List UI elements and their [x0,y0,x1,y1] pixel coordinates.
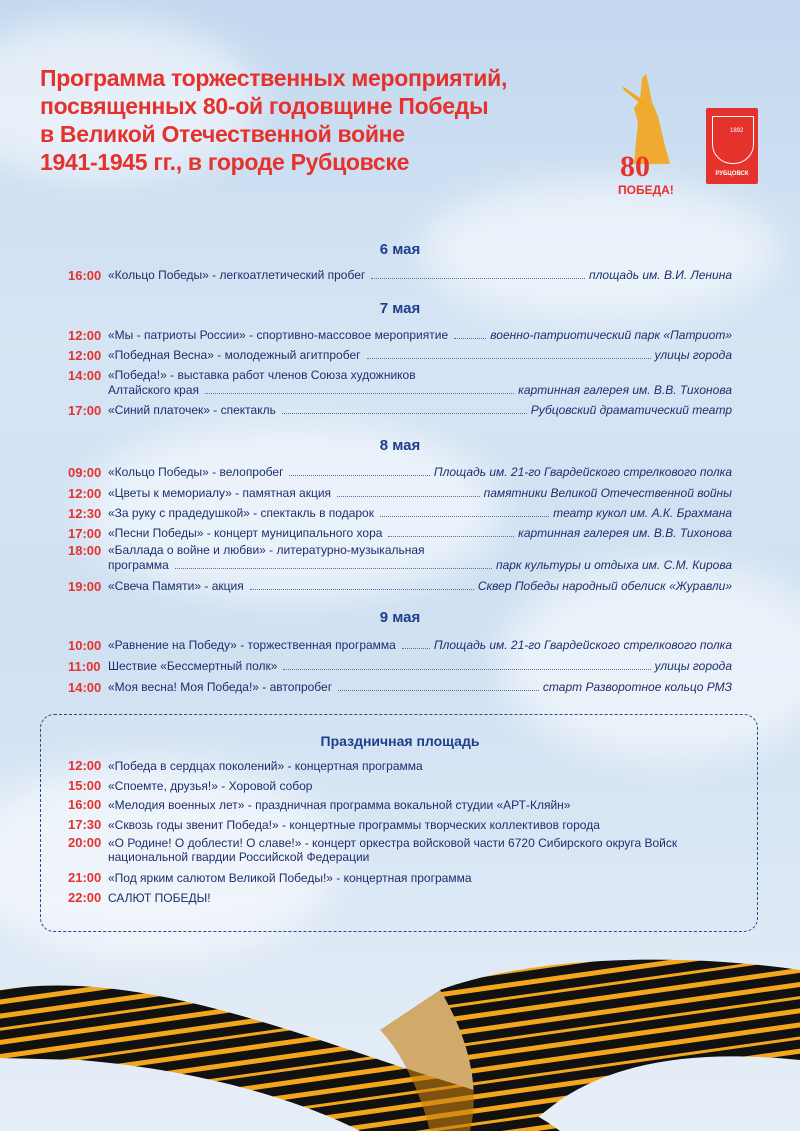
schedule-row [68,680,732,695]
event-time: 15:00 [68,778,102,793]
event-name: «Победа в сердцах поколений» - концертная программа [108,759,423,773]
event-name: «Сквозь годы звенит Победа!» - концертные программы творческих коллективов города [108,818,600,832]
city-emblem-logo [706,108,758,184]
title-line: в Великой Отечественной войне [40,121,405,147]
schedule-row [68,543,732,573]
event-time: 12:00 [68,328,102,343]
schedule-row [68,659,732,674]
event-name: «Мы - патриоты России» - спортивно-массовое мероприятие [108,328,449,342]
event-place: улицы города [654,659,732,673]
event-name: Алтайского края [108,383,200,397]
day-title: 8 мая [379,437,421,454]
event-time: 14:00 [68,368,102,383]
event-place: Площадь им. 21-го Гвардейского стрелкового полка [433,465,732,479]
event-name: «Песни Победы» - концерт муниципального хора [108,526,383,540]
event-name: «Победа!» - выставка работ членов Союза художников [108,368,416,382]
schedule-row [68,268,732,283]
event-name: «Победная Весна» - молодежный агитпробег [108,348,361,362]
event-time: 16:00 [68,797,102,812]
event-name: «Свеча Памяти» - акция [108,579,244,593]
square-event-row [68,759,728,773]
event-place: театр кукол им. А.К. Брахмана [553,506,732,520]
schedule-row [68,403,732,418]
crest-icon [712,116,754,164]
event-name: «Моя весна! Моя Победа!» - автопробег [108,680,333,694]
event-name: «Цветы к мемориалу» - памятная акция [108,486,332,500]
event-time: 17:30 [68,817,102,832]
schedule-row [68,465,732,480]
event-name: программа [108,558,169,572]
event-name: «Споемте, друзья!» - Хоровой собор [108,779,313,793]
square-event-row [68,836,728,864]
event-time: 17:00 [68,403,102,418]
event-place: площадь им. В.И. Ленина [589,268,732,282]
schedule-row [68,638,732,653]
event-time: 16:00 [68,268,102,283]
day-title: 7 мая [379,300,421,317]
event-name: «Синий платочек» - спектакль [108,403,276,417]
event-name: «Кольцо Победы» - велопробег [108,465,284,479]
schedule-row [68,579,732,594]
event-time: 20:00 [68,835,102,850]
square-event-row [68,798,728,812]
victory-80-logo [612,72,688,200]
schedule-row [68,368,732,398]
event-place: Площадь им. 21-го Гвардейского стрелкового полка [433,638,732,652]
day-title: 6 мая [379,241,421,258]
event-name: «Баллада о войне и любви» - литературно-музыкальная [108,543,425,557]
square-event-row [68,818,728,832]
event-time: 09:00 [68,465,102,480]
event-time: 17:00 [68,526,102,541]
event-place: Рубцовский драматический театр [530,403,732,417]
event-time: 12:00 [68,348,102,363]
victory-word: ПОБЕДА! [618,183,674,197]
event-time: 12:00 [68,758,102,773]
schedule-row [68,506,732,521]
title-line: Программа торжественных мероприятий, [40,65,508,91]
square-event-row [68,779,728,793]
event-name: Шествие «Бессмертный полк» [108,659,278,673]
square-event-row [68,891,728,905]
city-year: 1892 [730,128,744,134]
event-name: «Мелодия военных лет» - праздничная программа вокальной студии «АРТ-Кляйн» [108,798,571,812]
event-place: памятники Великой Отечественной войны [483,486,732,500]
event-place: картинная галерея им. В.В. Тихонова [518,526,732,540]
page-title [40,64,600,176]
event-time: 12:30 [68,506,102,521]
event-name: «Кольцо Победы» - легкоатлетический пробег [108,268,366,282]
event-time: 18:00 [68,543,102,558]
event-time: 21:00 [68,870,102,885]
st-george-ribbon [0,950,800,1131]
event-name: национальной гвардии Российской Федерации [108,850,370,864]
event-time: 12:00 [68,486,102,501]
schedule-row [68,486,732,501]
event-place: улицы города [654,348,732,362]
event-time: 19:00 [68,579,102,594]
event-place: старт Разворотное кольцо РМЗ [542,680,732,694]
schedule-row [68,526,732,541]
event-place: военно-патриотический парк «Патриот» [490,328,732,342]
event-place: картинная галерея им. В.В. Тихонова [518,383,732,397]
victory-number: 80 [620,150,650,183]
day-title: 9 мая [379,609,421,626]
event-name: САЛЮТ ПОБЕДЫ! [108,891,211,905]
event-name: «Равнение на Победу» - торжественная программа [108,638,396,652]
holiday-square-title: Праздничная площадь [320,733,480,749]
event-place: парк культуры и отдыха им. С.М. Кирова [495,558,732,572]
event-name: «Под ярким салютом Великой Победы!» - концертная программа [108,871,472,885]
event-name: «О Родине! О доблести! О славе!» - концерт оркестра войсковой части 6720 Сибирского округа Войск [108,836,678,850]
event-time: 11:00 [68,659,101,674]
schedule-row [68,328,732,343]
city-name: РУБЦОВСК [715,171,749,177]
event-time: 22:00 [68,890,102,905]
title-line: 1941-1945 гг., в городе Рубцовске [40,149,410,175]
schedule-row [68,348,732,363]
event-time: 14:00 [68,680,102,695]
title-line: посвященных 80-ой годовщине Победы [40,93,489,119]
event-time: 10:00 [68,638,102,653]
event-name: «За руку с прадедушкой» - спектакль в подарок [108,506,374,520]
square-event-row [68,871,728,885]
event-place: Сквер Победы народный обелиск «Журавли» [477,579,732,593]
